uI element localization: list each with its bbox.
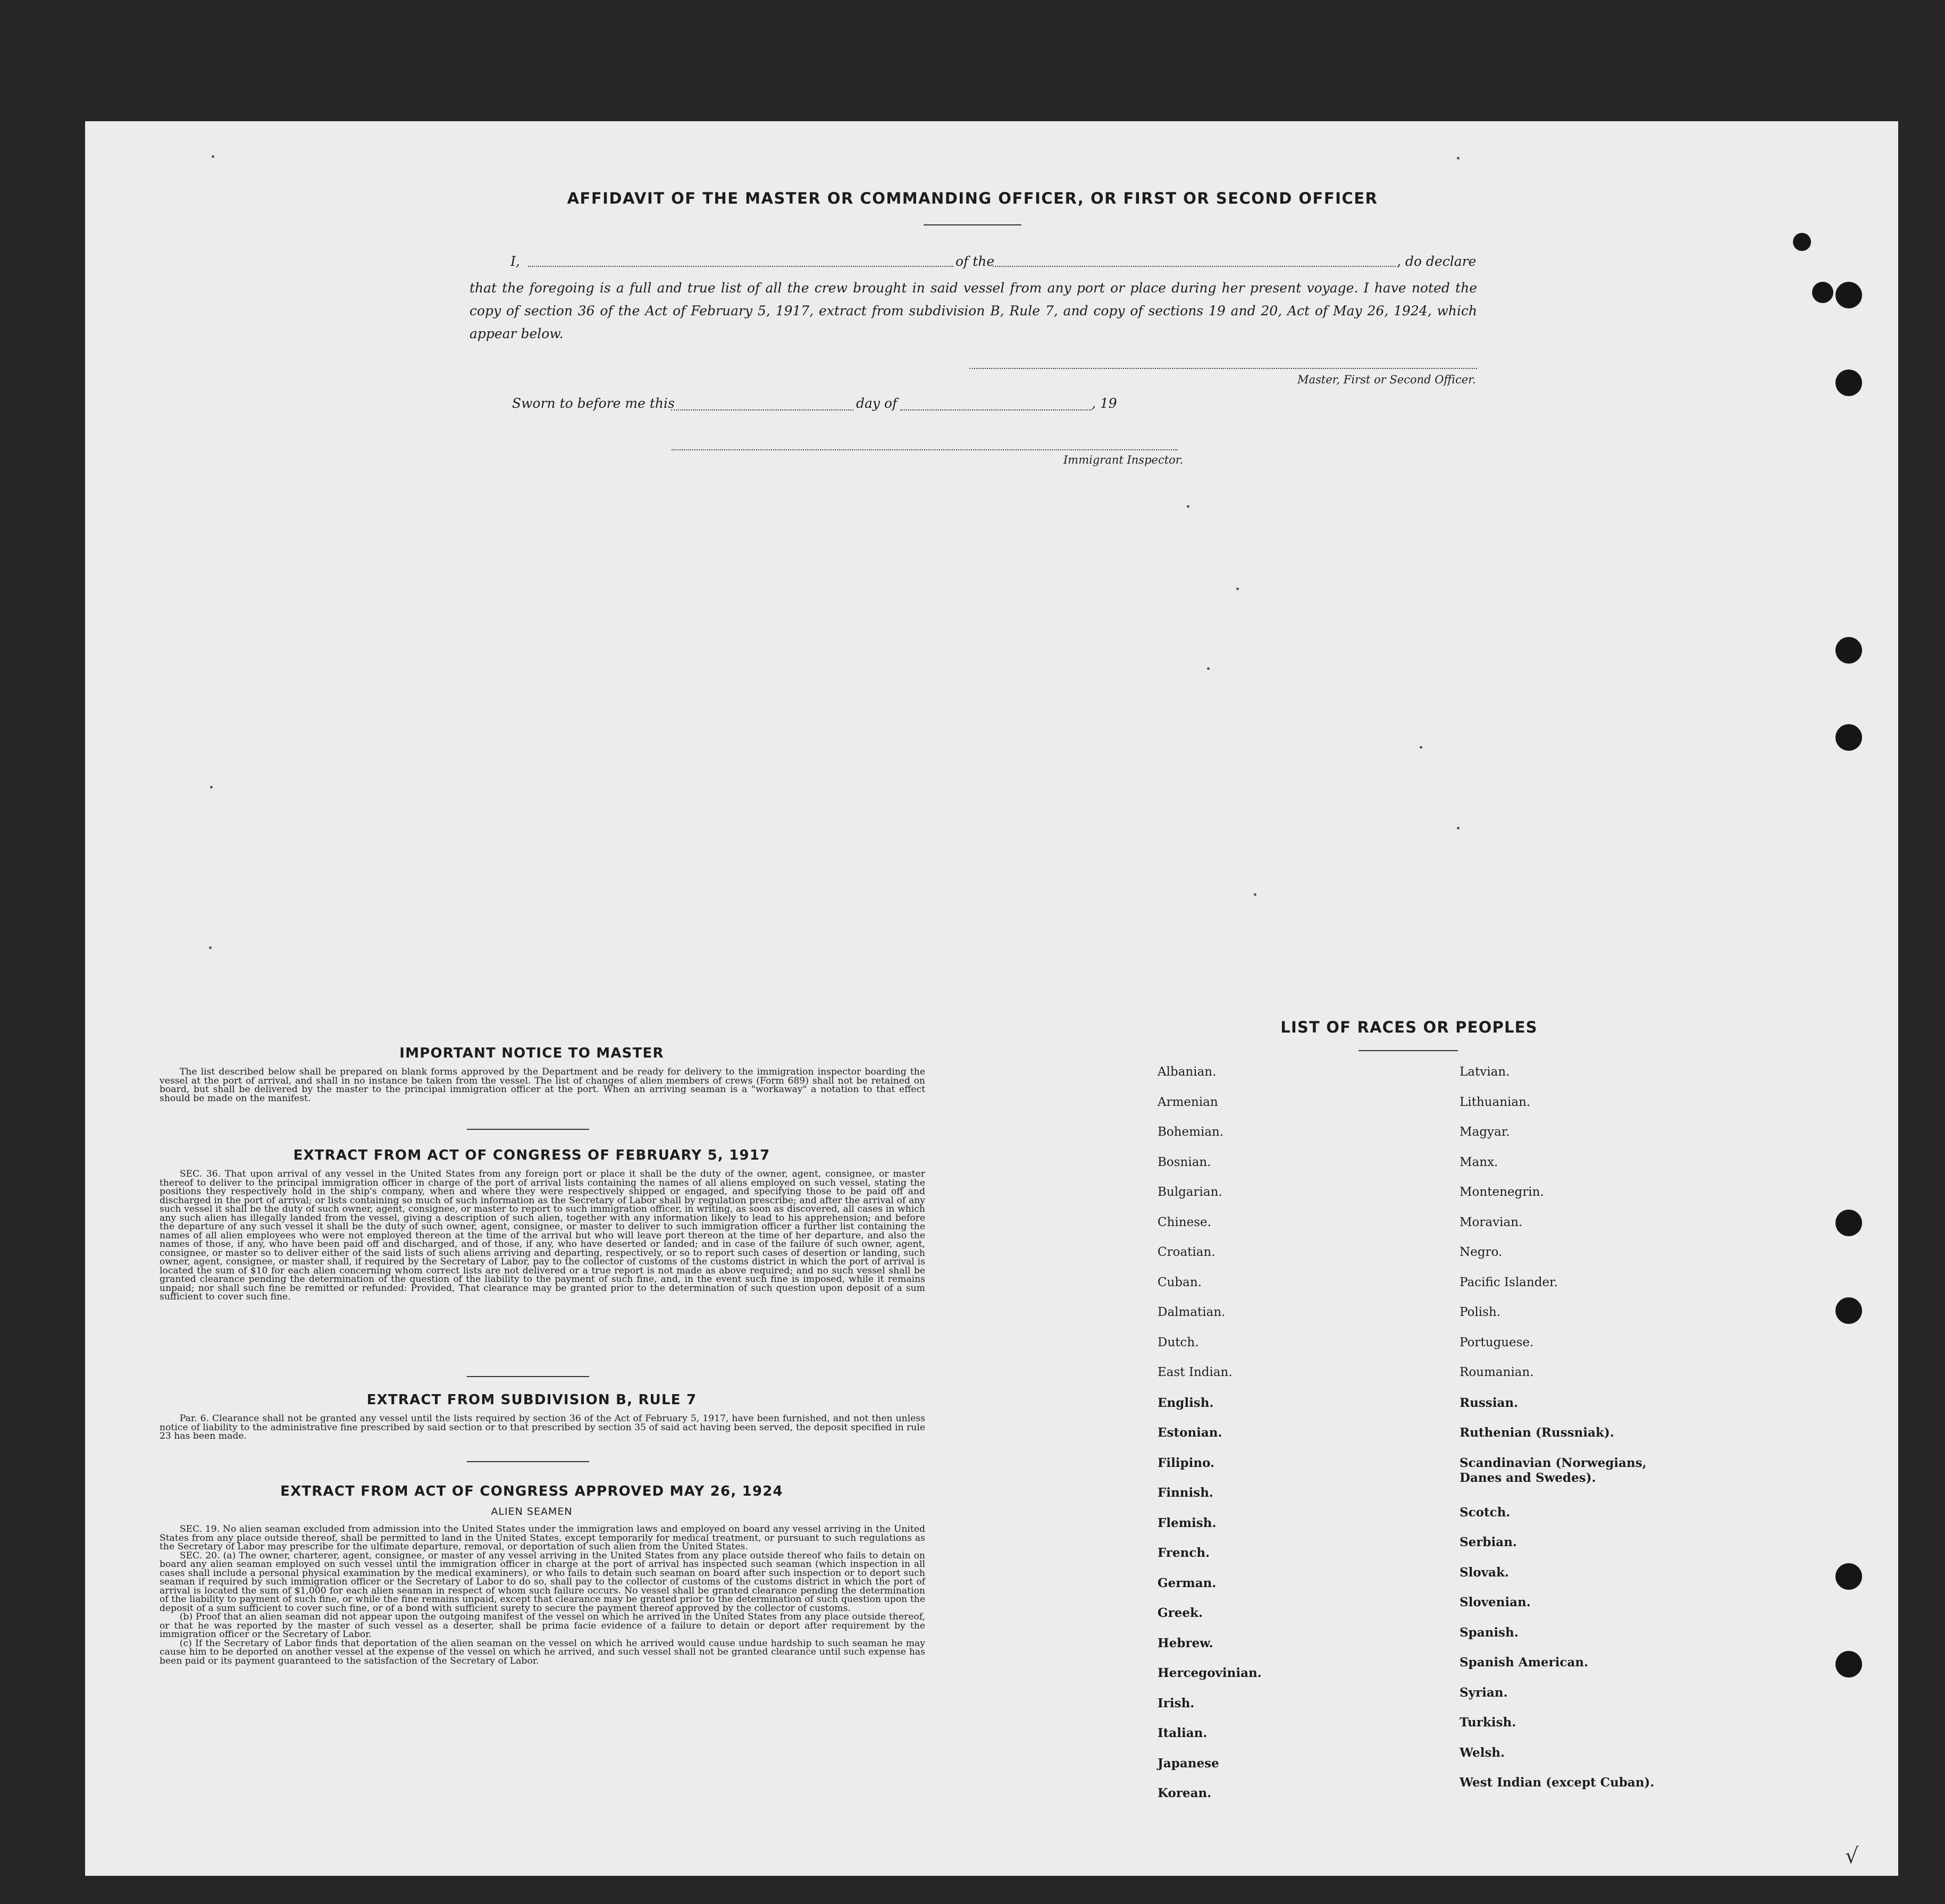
race-item: Negro. bbox=[1460, 1245, 1503, 1259]
race-item: Slovak. bbox=[1460, 1565, 1509, 1580]
race-item: Polish. bbox=[1460, 1305, 1501, 1319]
race-item: Serbian. bbox=[1460, 1535, 1517, 1549]
notice-text bbox=[160, 1068, 925, 1103]
affidavit-title: AFFIDAVIT OF THE MASTER OR COMMANDING OFFICER, OR FIRST OR SECOND OFFICER bbox=[567, 189, 1378, 207]
punch-hole bbox=[1835, 282, 1862, 308]
punch-hole bbox=[1835, 1651, 1862, 1677]
race-item: East Indian. bbox=[1158, 1365, 1233, 1379]
race-item: Croatian. bbox=[1158, 1245, 1215, 1259]
sec-20c-paragraph: (c) If the Secretary of Labor finds that deportation of the alien seaman on the vessel on which he arrived would cause undue hardship to such seaman he may cause him to be deported on another vessel at the expense of the vessel on which he arrived, and such vessel shall not be granted clearance until such expense has been paid or its payment guaranteed to the satisfaction of the Secretary of Labor. bbox=[160, 1638, 925, 1666]
declarant-label: I, bbox=[510, 254, 520, 269]
master-signature-blank bbox=[969, 368, 1477, 369]
race-item: Italian. bbox=[1158, 1726, 1208, 1740]
race-item: Albanian. bbox=[1158, 1065, 1217, 1079]
race-item: Magyar. bbox=[1460, 1125, 1510, 1139]
sec-20b-paragraph: (b) Proof that an alien seaman did not appear upon the outgoing manifest of the vessel on which he arrived in the United States from any place outside thereof, or that he was reported by the master of such vessel as a deserter, shall be prima facie evidence of a failure to detain or deport after requirement by the immigration officer or the Secretary of Labor. bbox=[160, 1612, 925, 1640]
race-item: Montenegrin. bbox=[1460, 1185, 1544, 1199]
extract-1924-subtitle: ALIEN SEAMEN bbox=[491, 1506, 573, 1517]
race-item: Filipino. bbox=[1158, 1455, 1215, 1470]
speck bbox=[1420, 746, 1422, 749]
notice-paragraph: The list described below shall be prepared on blank forms approved by the Department and be ready for delivery to the immigration inspector boarding the vessel at the port of arrival, and shall in no instance be taken from the vessel. The list of changes of alien members of crews (Form 689) shall not be retained on board, but shall be delivered by the master to the principal immigration officer at the port. When an arriving seaman is a "workaway" a notation to that effect should be made on the manifest. bbox=[160, 1067, 925, 1104]
punch-hole bbox=[1835, 637, 1862, 664]
punch-hole bbox=[1793, 233, 1811, 251]
punch-hole bbox=[1835, 1563, 1862, 1590]
race-item: Estonian. bbox=[1158, 1425, 1222, 1440]
race-item: Turkish. bbox=[1460, 1715, 1516, 1730]
race-item: Syrian. bbox=[1460, 1685, 1508, 1700]
vessel-label: of the bbox=[955, 254, 995, 269]
speck bbox=[209, 946, 212, 949]
race-item: Dalmatian. bbox=[1158, 1305, 1226, 1319]
sec-19-paragraph: SEC. 19. No alien seaman excluded from admission into the United States under the immigration laws and employed on board any vessel arriving in the United States from any place outside thereof, shall be permitted to land in the United States, except temporarily for medical treatment, or pursuant to such regulations as the Secretary of Labor may prescribe for the ultimate departure, removal, or deportation of such alien from the United States. bbox=[160, 1524, 925, 1552]
race-item: Ruthenian (Russniak). bbox=[1460, 1425, 1614, 1440]
extract-1924-text bbox=[160, 1525, 925, 1665]
extract-1924-title: EXTRACT FROM ACT OF CONGRESS APPROVED MAY 26, 1924 bbox=[280, 1483, 783, 1499]
race-item: Lithuanian. bbox=[1460, 1095, 1531, 1109]
race-item: Moravian. bbox=[1460, 1215, 1523, 1229]
race-item: Flemish. bbox=[1158, 1515, 1217, 1530]
race-item: English. bbox=[1158, 1395, 1214, 1410]
declare-label: , do declare bbox=[1397, 254, 1477, 269]
title-underline bbox=[924, 224, 1021, 225]
punch-hole bbox=[1835, 1210, 1862, 1236]
sworn-day-of-label: day of bbox=[856, 396, 898, 411]
inspector-signature-label: Immigrant Inspector. bbox=[1063, 454, 1184, 466]
race-item: Hercegovinian. bbox=[1158, 1666, 1262, 1680]
race-item: Slovenian. bbox=[1460, 1595, 1531, 1609]
vessel-name-blank bbox=[993, 266, 1396, 267]
races-title-underline bbox=[1359, 1050, 1458, 1051]
race-item: German. bbox=[1158, 1575, 1217, 1590]
race-item: Roumanian. bbox=[1460, 1365, 1534, 1379]
race-item: Welsh. bbox=[1460, 1745, 1505, 1760]
race-item: Bohemian. bbox=[1158, 1125, 1224, 1139]
sworn-month-blank bbox=[900, 409, 1092, 410]
race-item: Armenian bbox=[1158, 1095, 1218, 1109]
race-item: Finnish. bbox=[1158, 1486, 1213, 1500]
race-item: Spanish American. bbox=[1460, 1655, 1589, 1670]
speck bbox=[1236, 588, 1239, 590]
race-item: Irish. bbox=[1158, 1696, 1195, 1710]
punch-hole bbox=[1835, 1297, 1862, 1324]
declaration-text: that the foregoing is a full and true list of all the crew brought in said vessel from any port or place during her present voyage. I have noted the copy of section 36 of the Act of February 5, 1917, extract from subdivision B, Rule 7, and copy of sections 19 and 20, Act of May 26, 1924, which appear below. bbox=[470, 280, 1477, 341]
race-item: Japanese bbox=[1158, 1756, 1219, 1771]
speck bbox=[1254, 893, 1256, 896]
check-mark: √ bbox=[1845, 1844, 1859, 1868]
race-item: Russian. bbox=[1460, 1395, 1519, 1410]
race-item: West Indian (except Cuban). bbox=[1460, 1775, 1655, 1790]
inspector-signature-blank bbox=[672, 449, 1178, 450]
race-item: Chinese. bbox=[1158, 1215, 1211, 1229]
notice-title: IMPORTANT NOTICE TO MASTER bbox=[399, 1045, 664, 1061]
races-title: LIST OF RACES OR PEOPLES bbox=[1280, 1018, 1538, 1036]
sworn-label: Sworn to before me this bbox=[512, 396, 675, 411]
extract-1917-title: EXTRACT FROM ACT OF CONGRESS OF FEBRUARY 5, 1917 bbox=[293, 1147, 770, 1163]
extract-rule7-text bbox=[160, 1414, 925, 1441]
extract-rule7-title: EXTRACT FROM SUBDIVISION B, RULE 7 bbox=[366, 1392, 697, 1408]
race-item: Korean. bbox=[1158, 1786, 1212, 1800]
race-item: Hebrew. bbox=[1158, 1635, 1213, 1650]
master-signature-label: Master, First or Second Officer. bbox=[1297, 373, 1476, 386]
speck bbox=[1457, 827, 1460, 829]
race-item: French. bbox=[1158, 1546, 1210, 1560]
section-divider bbox=[467, 1376, 589, 1377]
race-item: Spanish. bbox=[1460, 1625, 1519, 1640]
sworn-year-label: , 19 bbox=[1092, 396, 1117, 411]
sec-36-paragraph: SEC. 36. That upon arrival of any vessel in the United States from any foreign port or place it shall be the duty of the owner, agent, consignee, or master thereof to deliver to the principal immigration officer in charge of the port of arrival lists containing the names of all aliens employed on such vessel, stating the positions they respectively hold in the ship's company, when and where they were respectively shipped or engaged, and specifying those to be paid off and discharged in the port of arrival; or lists containing so much of such information as the Secretary of Labor shall by regulation prescribe; and after the arrival of any such vessel it shall be the duty of such owner, agent, consignee, or master to report to such immigration officer, in writing, as soon as discovered, all cases in which any such alien has illegally landed from the vessel, giving a description of such alien, together with any information likely to lead to his apprehension; and before the departure of any such vessel it shall be the duty of such owner, agent, consignee, or master to deliver to such immigration officer a further list containing the names of all alien employees who were not employed thereon at the time of the arrival but who will leave port thereon at the time of her departure, and also the names of those, if any, who have been paid off and discharged, and of those, if any, who have deserted or landed; and in case of the failure of such owner, agent, consignee, or master so to deliver either of the said lists of such aliens arriving and departing, respectively, or so to report such cases of desertion or landing, such owner, agent, consignee, or master shall, if required by the Secretary of Labor, pay to the collector of customs of the customs district in which the port of arrival is located the sum of $10 for each alien concerning whom correct lists are not delivered or a true report is not made as above required; and no such vessel shall be granted clearance pending the determination of the question of the liability to the payment of such fine, and, in the event such fine is imposed, while it remains unpaid; nor shall such fine be remitted or refunded: Provided, That clearance may be granted prior to the determination of such question upon deposit of a sum sufficient to cover such fine. bbox=[160, 1169, 925, 1302]
speck bbox=[1207, 667, 1210, 670]
rule7-paragraph: Par. 6. Clearance shall not be granted any vessel until the lists required by section 36 of the Act of February 5, 1917, have been furnished, and not then unless notice of liability to the administrative fine prescribed by said section or to that prescribed by section 35 of said act having been served, the deposit specified in rule 23 has been made. bbox=[160, 1413, 925, 1441]
punch-hole bbox=[1835, 724, 1862, 751]
speck bbox=[210, 786, 213, 789]
race-item: Latvian. bbox=[1460, 1065, 1510, 1079]
section-divider bbox=[467, 1461, 589, 1462]
punch-hole bbox=[1812, 282, 1833, 303]
sworn-day-blank bbox=[671, 409, 853, 410]
race-item: Manx. bbox=[1460, 1155, 1498, 1169]
race-item: Greek. bbox=[1158, 1606, 1203, 1620]
section-divider bbox=[467, 1129, 589, 1130]
race-item: Scotch. bbox=[1460, 1505, 1511, 1520]
race-item: Scandinavian (Norwegians, Danes and Swedes). bbox=[1460, 1455, 1647, 1485]
race-item: Bosnian. bbox=[1158, 1155, 1211, 1169]
race-item: Pacific Islander. bbox=[1460, 1275, 1558, 1289]
race-item: Portuguese. bbox=[1460, 1335, 1534, 1349]
race-item: Cuban. bbox=[1158, 1275, 1202, 1289]
extract-1917-text bbox=[160, 1170, 925, 1302]
race-item: Bulgarian. bbox=[1158, 1185, 1222, 1199]
sec-20a-paragraph: SEC. 20. (a) The owner, charterer, agent, consignee, or master of any vessel arriving in the United States from any place outside thereof who fails to detain on board any alien seaman employed on such vessel until the immigration officer in charge at the port of arrival has inspected such seaman (which inspection in all cases shall include a personal physical examination by the medical examiners), or who fails to detain such seaman on board after such inspection or to deport such seaman if required by such immigration officer or the Secretary of Labor to do so, shall pay to the collector of customs of the customs district in which the port of arrival is located the sum of $1,000 for each alien seaman in respect of whom such failure occurs. No vessel shall be granted clearance pending the determination of the liability to payment of such fine, or while the fine remains unpaid, except that clearance may be granted prior to the determination of such question upon the deposit of a sum sufficient to cover such fine, or of a bond with sufficient surety to secure the payment thereof approved by the collector of customs. bbox=[160, 1550, 925, 1614]
speck bbox=[1457, 157, 1460, 160]
speck bbox=[212, 155, 214, 158]
declarant-name-blank bbox=[528, 266, 953, 267]
punch-hole bbox=[1835, 370, 1862, 396]
speck bbox=[1187, 505, 1189, 508]
race-item: Dutch. bbox=[1158, 1335, 1199, 1349]
